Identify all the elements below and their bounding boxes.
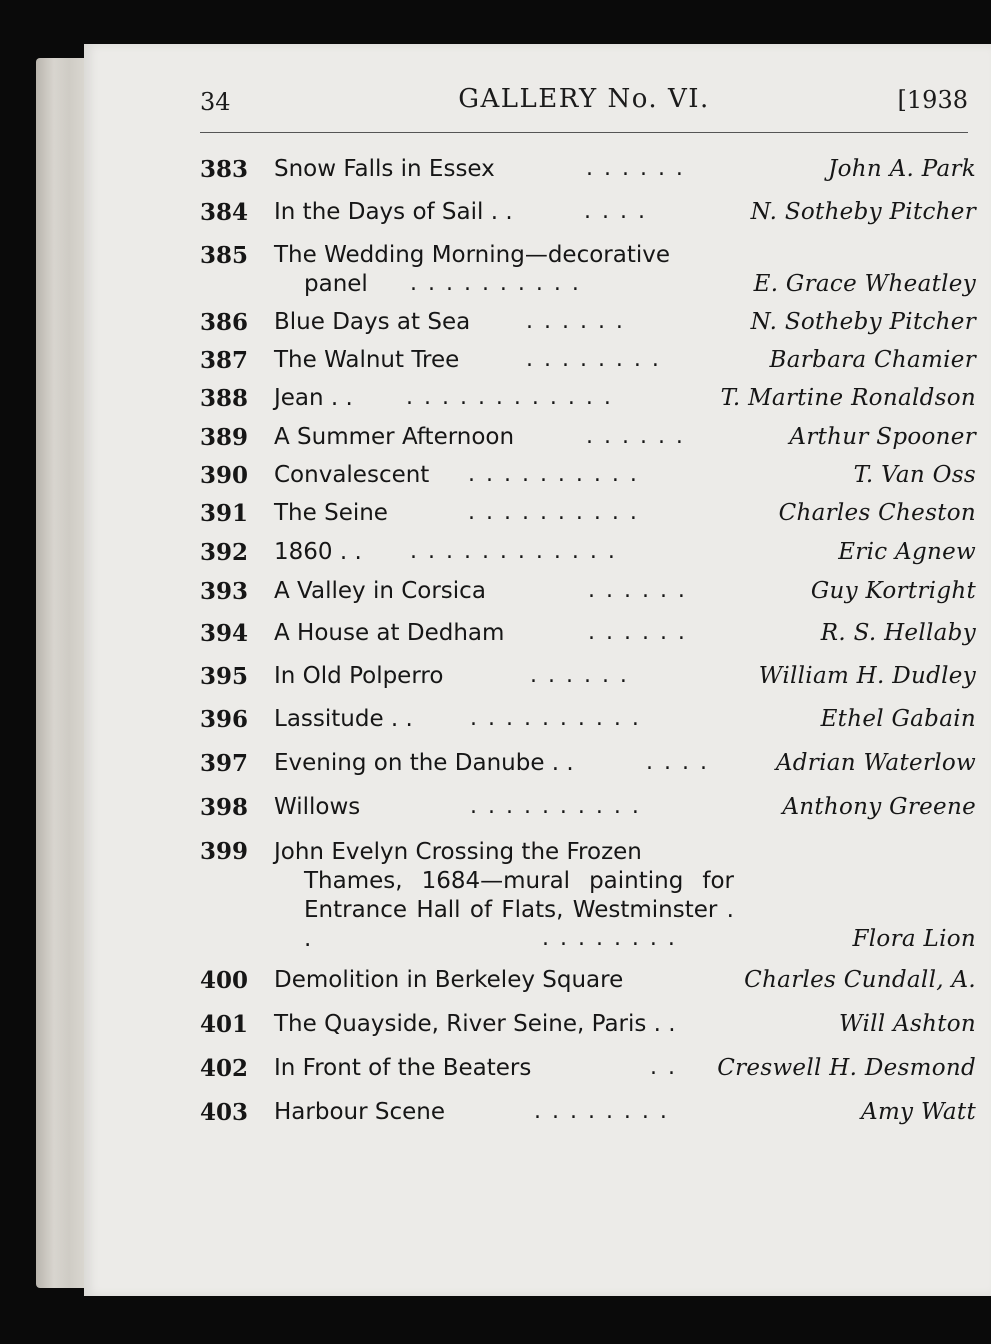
artist-name: Amy Watt: [861, 1099, 976, 1125]
catalogue-number: 395: [200, 663, 249, 690]
artwork-title: In Old Polperro: [274, 663, 444, 689]
catalogue-number: 400: [200, 967, 249, 994]
page-header: [200, 84, 968, 124]
artwork-title: Willows: [274, 794, 361, 820]
catalogue-number: 391: [200, 500, 249, 527]
artwork-title: Convalescent: [274, 462, 430, 488]
artist-name: Arthur Spooner: [789, 424, 976, 450]
catalogue-number: 386: [200, 309, 249, 336]
artwork-title: A Summer Afternoon: [274, 424, 515, 450]
artist-name: R. S. Hellaby: [820, 620, 976, 646]
dot-leaders: . . . . . . . .: [542, 926, 677, 951]
catalogue-number: 397: [200, 750, 249, 777]
page-number: 34: [200, 88, 231, 116]
dot-leaders: . . . . . .: [530, 663, 629, 688]
catalogue-number: 396: [200, 706, 249, 733]
artwork-title: A Valley in Corsica: [274, 578, 486, 604]
catalogue-number: 403: [200, 1099, 249, 1126]
artist-name: Barbara Chamier: [769, 347, 976, 373]
dot-leaders: . . . . . . . . . . . .: [410, 539, 617, 564]
artist-name: Creswell H. Desmond: [717, 1055, 976, 1081]
artwork-title: Evening on the Danube . .: [274, 750, 574, 776]
dot-leaders: . . . . . . . . . .: [410, 271, 581, 296]
header-rule: [200, 132, 968, 133]
catalogue-number: 387: [200, 347, 249, 374]
dot-leaders: . . . . . . . . . . . .: [406, 385, 613, 410]
artist-name: John A. Park: [828, 156, 976, 182]
artist-name: Eric Agnew: [838, 539, 976, 565]
dot-leaders: . . . . . .: [588, 578, 687, 603]
artist-name: E. Grace Wheatley: [753, 271, 976, 297]
artist-name: T. Martine Ronaldson: [720, 385, 976, 411]
artwork-title-line: John Evelyn Crossing the Frozen: [274, 839, 642, 865]
artist-name: Charles Cheston: [778, 500, 976, 526]
artwork-title: The Walnut Tree: [274, 347, 460, 373]
dot-leaders: . . . . . .: [526, 309, 625, 334]
dot-leaders: . . . . . .: [586, 424, 685, 449]
artwork-title: Jean . .: [274, 385, 353, 411]
artwork-title-continued: Thames, 1684—mural painting for Entrance Hall of Flats, Westminster . .: [304, 868, 734, 952]
artwork-title: 1860 . .: [274, 539, 362, 565]
artwork-title: The Wedding Morning—decorative: [274, 242, 671, 268]
catalogue-number: 402: [200, 1055, 249, 1082]
dot-leaders: . . . . . .: [588, 620, 687, 645]
catalogue-number: 390: [200, 462, 249, 489]
artwork-title-continued: panel: [304, 271, 368, 297]
catalogue-number: 401: [200, 1011, 249, 1038]
artwork-title: Blue Days at Sea: [274, 309, 471, 335]
catalogue-number: 388: [200, 385, 249, 412]
catalogue-number: 384: [200, 199, 249, 226]
artwork-title: Demolition in Berkeley Square: [274, 967, 624, 993]
artist-name: T. Van Oss: [853, 462, 976, 488]
page-title: GALLERY No. VI.: [458, 84, 710, 114]
artist-name: Will Ashton: [838, 1011, 976, 1037]
artist-name: Ethel Gabain: [820, 706, 976, 732]
artwork-title: A House at Dedham: [274, 620, 505, 646]
artist-name: Flora Lion: [852, 926, 976, 952]
artwork-title: The Quayside, River Seine, Paris . .: [274, 1011, 676, 1037]
dot-leaders: . . . .: [584, 199, 647, 224]
header-year: [1938: [897, 86, 968, 114]
dot-leaders: . . . . . .: [586, 156, 685, 181]
artwork-title: In the Days of Sail . .: [274, 199, 513, 225]
artist-name: Charles Cundall, A.: [744, 967, 976, 993]
artist-name: Adrian Waterlow: [775, 750, 976, 776]
catalogue-number: 389: [200, 424, 249, 451]
artist-name: N. Sotheby Pitcher: [750, 309, 976, 335]
artwork-title: Snow Falls in Essex: [274, 156, 495, 182]
artist-name: Anthony Greene: [782, 794, 976, 820]
catalogue-number: 383: [200, 156, 249, 183]
dot-leaders: . . . . . . . .: [534, 1099, 669, 1124]
catalogue-number: 393: [200, 578, 249, 605]
catalogue-number: 392: [200, 539, 249, 566]
catalogue-number: 399: [200, 838, 249, 865]
dot-leaders: . . . .: [646, 750, 709, 775]
catalogue-number: 394: [200, 620, 249, 647]
artwork-title: In Front of the Beaters: [274, 1055, 532, 1081]
artwork-title: The Seine: [274, 500, 388, 526]
dot-leaders: . . . . . . . . . .: [468, 462, 639, 487]
catalogue-number: 398: [200, 794, 249, 821]
dot-leaders: . . . . . . . .: [526, 347, 661, 372]
artist-name: Guy Kortright: [810, 578, 976, 604]
artwork-title: Harbour Scene: [274, 1099, 445, 1125]
artwork-title: Lassitude . .: [274, 706, 413, 732]
artist-name: N. Sotheby Pitcher: [750, 199, 976, 225]
dot-leaders: . . . . . . . . . .: [470, 794, 641, 819]
dot-leaders: . . . . . . . . . .: [468, 500, 639, 525]
artist-name: William H. Dudley: [758, 663, 976, 689]
dot-leaders: . . . . . . . . . .: [470, 706, 641, 731]
catalogue-number: 385: [200, 242, 249, 269]
dot-leaders: . .: [650, 1055, 677, 1080]
